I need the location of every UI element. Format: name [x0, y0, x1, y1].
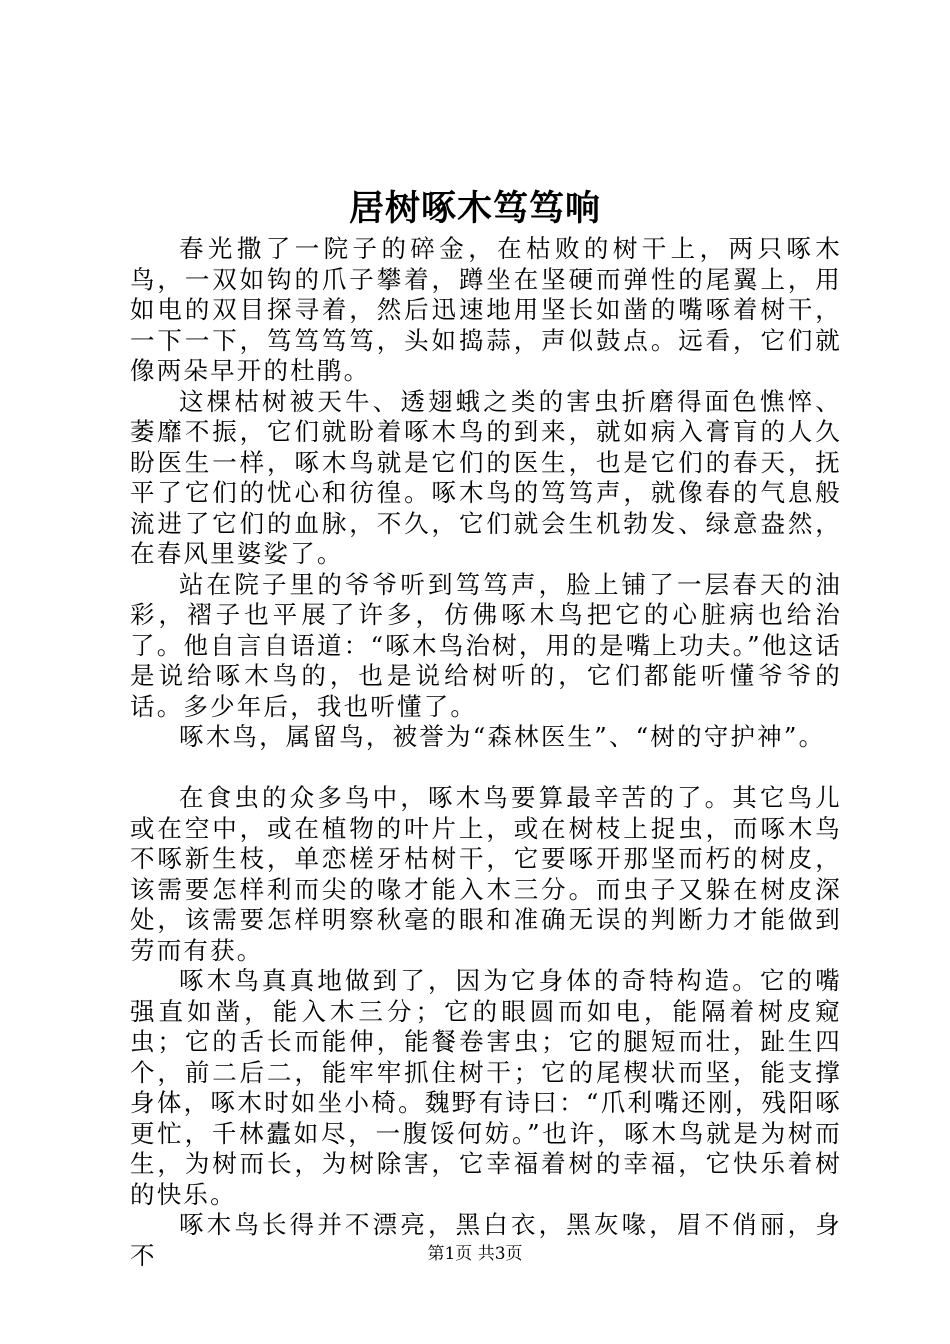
paragraph-6: 啄木鸟真真地做到了，因为它身体的奇特构造。它的嘴强直如凿，能入木三分；它的眼圆而如电，能隔着树皮窥虫；它的舌长而能伸，能餐卷害虫；它的腿短而壮，趾生四个，前二后二，能牢牢抓住树干；它的尾楔状而坚，能支撑身体，啄木时如坐小椅。魏野有诗曰：“爪利嘴还刚，残阳啄更忙，千林蠹如尽，一腹馁何妨。”也许，啄木鸟就是为树而生，为树而长，为树除害，它幸福着树的幸福，它快乐着树的快乐。 — [130, 966, 842, 1209]
paragraph-1: 春光撒了一院子的碎金，在枯败的树干上，两只啄木鸟，一双如钩的爪子攀着，蹲坐在坚硬而弹性的尾翼上，用如电的双目探寻着，然后迅速地用坚长如凿的嘴啄着树干，一下一下，笃笃笃笃，头如捣蒜，声似鼓点。远看，它们就像两朵早开的杜鹃。 — [130, 234, 842, 385]
paragraph-2: 这棵枯树被天牛、透翅蛾之类的害虫折磨得面色憔悴、萎靡不振，它们就盼着啄木鸟的到来，就如病入膏肓的人久盼医生一样，啄木鸟就是它们的医生，也是它们的春天，抚平了它们的忧心和彷徨。啄木鸟的笃笃声，就像春的气息般流进了它们的血脉，不久，它们就会生机勃发、绿意盎然，在春风里婆娑了。 — [130, 386, 842, 568]
paragraph-5: 在食虫的众多鸟中，啄木鸟要算最辛苦的了。其它鸟儿或在空中，或在植物的叶片上，或在树枝上捉虫，而啄木鸟不啄新生枝，单恋槎牙枯树干，它要啄开那坚而朽的树皮，该需要怎样利而尖的喙才能入木三分。而虫子又躲在树皮深处，该需要怎样明察秋毫的眼和准确无误的判断力才能做到劳而有获。 — [130, 783, 842, 965]
paragraph-4: 啄木鸟，属留鸟，被誉为“森林医生”、“树的守护神”。 — [179, 722, 826, 751]
page-number-footer: 第1页 共3页 — [427, 1244, 523, 1264]
paragraph-3: 站在院子里的爷爷听到笃笃声，脸上铺了一层春天的油彩，褶子也平展了许多，仿佛啄木鸟把它的心脏病也给治了。他自言自语道：“啄木鸟治树，用的是嘴上功夫。”他这话是说给啄木鸟的，也是说给树听的，它们都能听懂爷爷的话。多少年后，我也听懂了。 — [130, 569, 842, 721]
document-body — [130, 234, 842, 1271]
paragraph-7: 啄木鸟长得并不漂亮，黑白衣，黑灰喙，眉不俏丽，身不 — [130, 1210, 842, 1270]
document-title: 居树啄木笃笃响 — [348, 188, 601, 229]
